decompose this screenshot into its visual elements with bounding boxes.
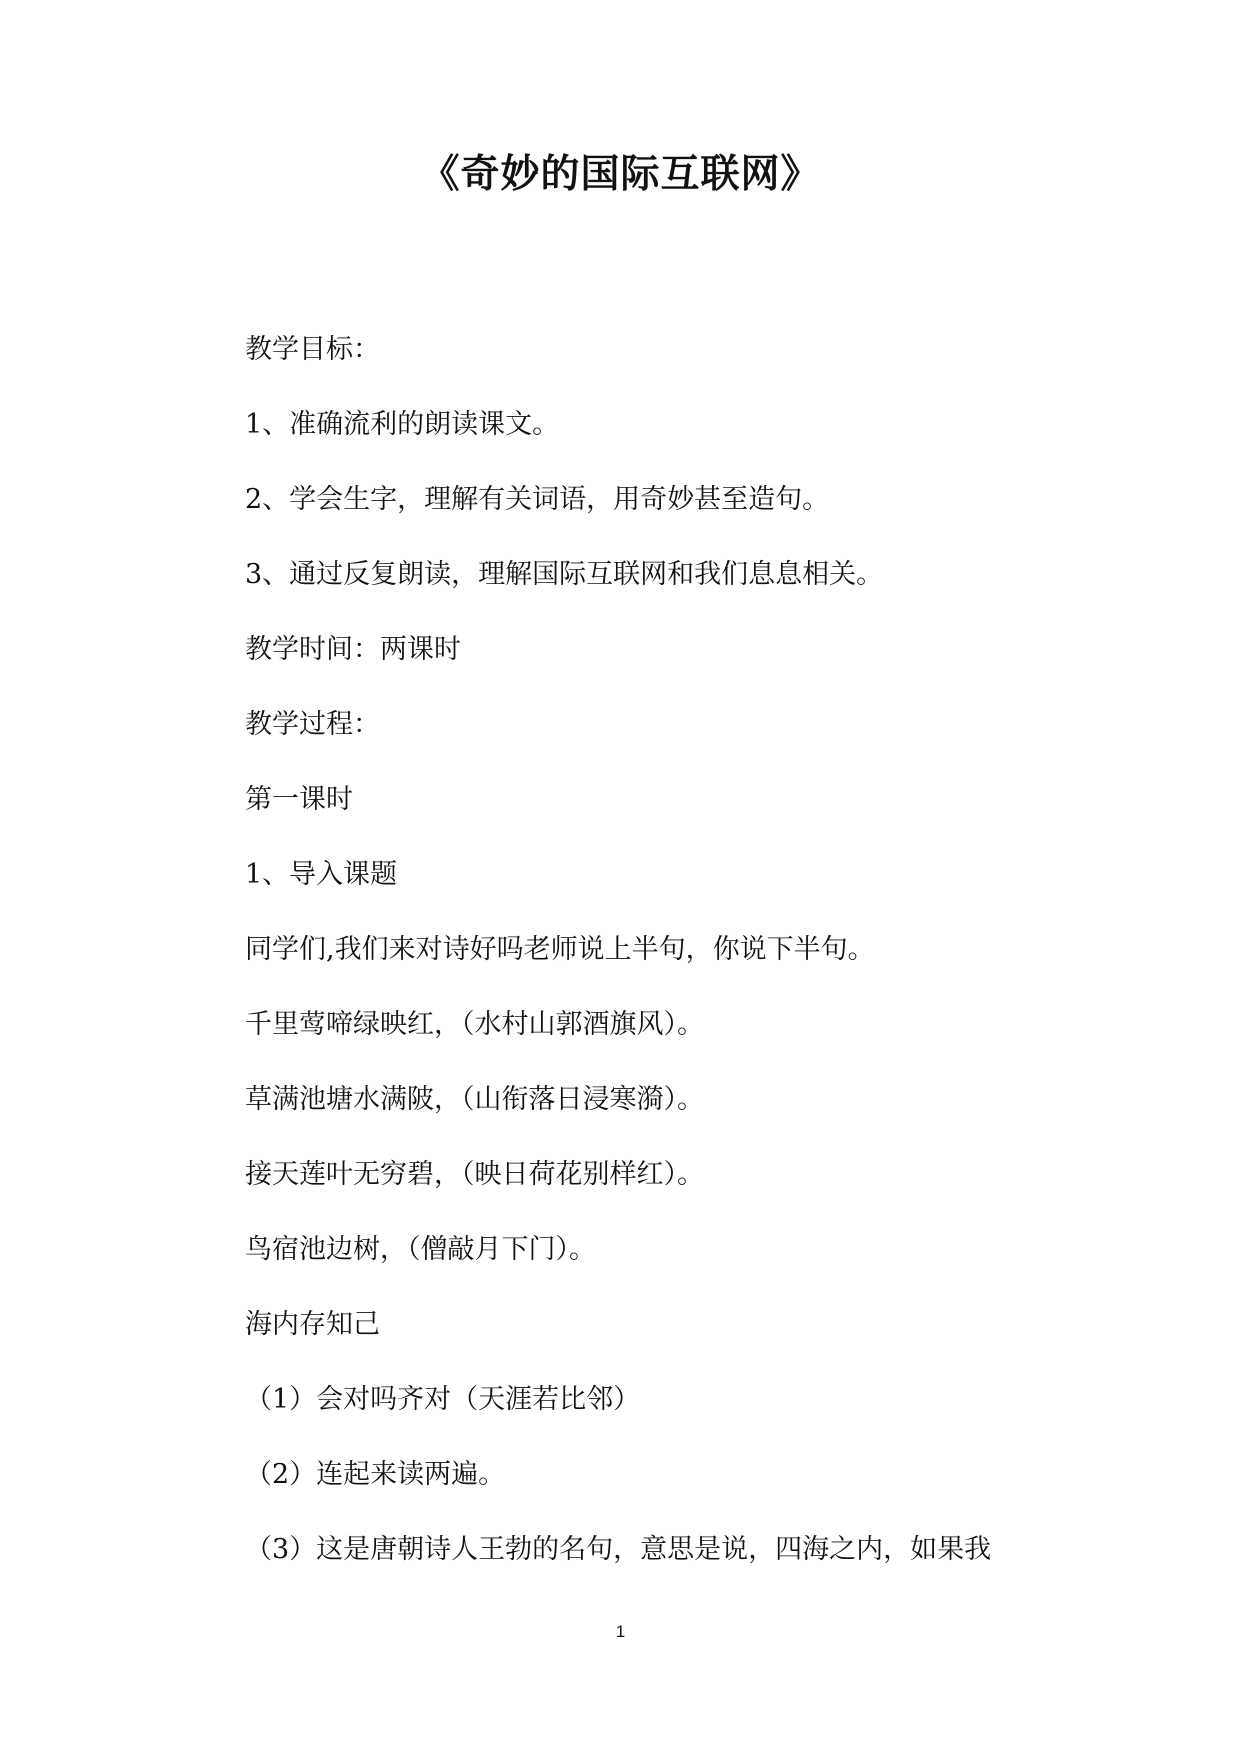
paragraph-poem-2: 草满池塘水满陂，（山衔落日浸寒漪）。 bbox=[245, 1084, 704, 1115]
paragraph-poem-5: 海内存知己 bbox=[245, 1309, 380, 1340]
document-body bbox=[245, 330, 1075, 1605]
paragraph-poem-4: 鸟宿池边树，（僧敲月下门）。 bbox=[245, 1234, 596, 1265]
paragraph-sub-1: （1）会对吗齐对（天涯若比邻） bbox=[245, 1384, 641, 1415]
page-number: 1 bbox=[615, 1622, 626, 1641]
paragraph-intro: 同学们,我们来对诗好吗老师说上半句，你说下半句。 bbox=[245, 934, 875, 965]
paragraph-sub-2: （2）连起来读两遍。 bbox=[245, 1459, 506, 1490]
paragraph-teaching-time: 教学时间：两课时 bbox=[245, 634, 461, 665]
paragraph-poem-1: 千里莺啼绿映红，（水村山郭酒旗风）。 bbox=[245, 1009, 704, 1040]
paragraph-teaching-process-heading: 教学过程： bbox=[245, 709, 380, 740]
paragraph-goal-1: 1、准确流利的朗读课文。 bbox=[245, 409, 560, 440]
paragraph-goal-3: 3、通过反复朗读，理解国际互联网和我们息息相关。 bbox=[245, 559, 884, 590]
paragraph-first-lesson: 第一课时 bbox=[245, 784, 353, 815]
paragraph-teaching-goals-heading: 教学目标： bbox=[245, 334, 380, 365]
document-title: 《奇妙的国际互联网》 bbox=[420, 152, 821, 197]
paragraph-poem-3: 接天莲叶无穷碧，（映日荷花别样红）。 bbox=[245, 1159, 704, 1190]
paragraph-goal-2: 2、学会生字，理解有关词语，用奇妙甚至造句。 bbox=[245, 484, 830, 515]
paragraph-sub-3: （3）这是唐朝诗人王勃的名句，意思是说，四海之内，如果我 bbox=[245, 1534, 992, 1565]
paragraph-step-1: 1、导入课题 bbox=[245, 859, 398, 890]
